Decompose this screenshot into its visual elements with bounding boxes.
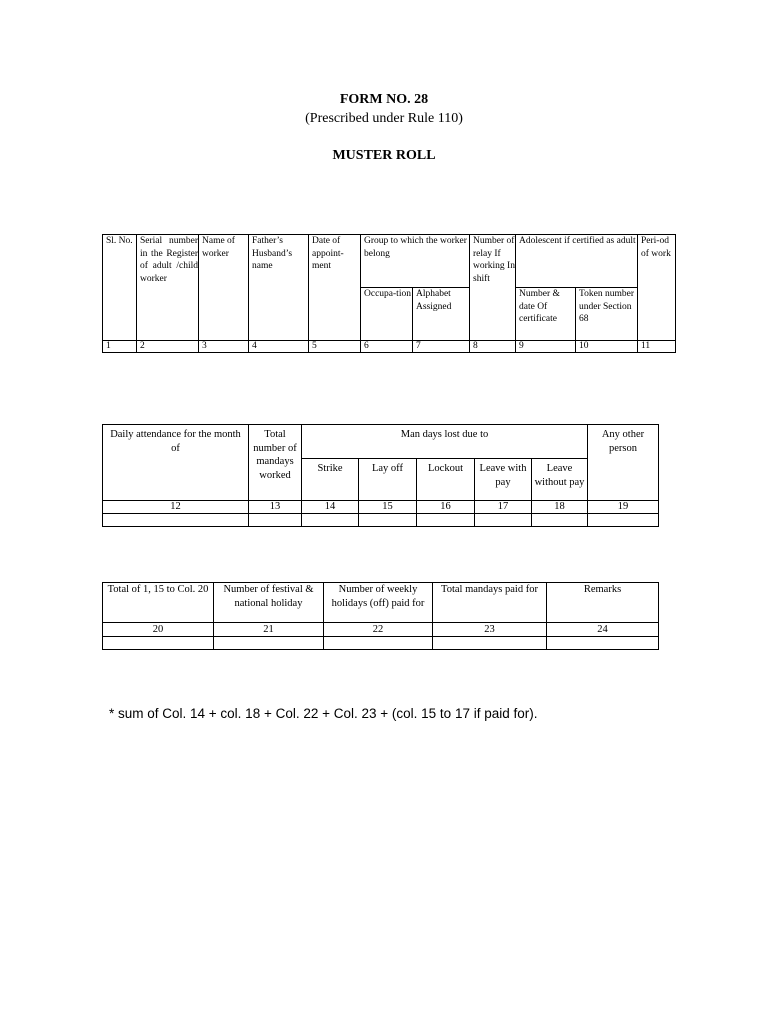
column-number: 16: [417, 501, 475, 514]
header-occupation: Occupa-tion: [361, 288, 413, 341]
form-number: FORM NO. 28: [339, 92, 429, 107]
empty-cell: [433, 637, 547, 650]
header-name-of-worker: Name of worker: [199, 235, 249, 341]
column-number: 14: [302, 501, 359, 514]
column-number: 3: [199, 341, 249, 353]
header-period-of-work: Peri-od of work: [638, 235, 676, 341]
muster-roll-table-2: [102, 424, 659, 527]
column-number: 21: [214, 623, 324, 637]
column-number: 24: [547, 623, 659, 637]
column-number: 20: [103, 623, 214, 637]
column-number: 12: [103, 501, 249, 514]
header-alphabet-assigned: Alphabet Assigned: [413, 288, 470, 341]
empty-cell: [417, 514, 475, 527]
column-number: 9: [516, 341, 576, 353]
header-group: Group to which the worker belong: [361, 235, 470, 288]
header-any-other-person: Any other person: [588, 425, 659, 501]
column-number: 2: [137, 341, 199, 353]
empty-cell: [103, 637, 214, 650]
empty-cell: [249, 514, 302, 527]
empty-cell: [359, 514, 417, 527]
muster-roll-table-1: [102, 234, 676, 353]
column-number: 6: [361, 341, 413, 353]
header-adolescent: Adolescent if certified as adult: [516, 235, 638, 288]
header-total-mandays-paid: Total mandays paid for: [433, 583, 547, 623]
footnote: * sum of Col. 14 + col. 18 + Col. 22 + Col. 23 + (col. 15 to 17 if paid for).: [109, 706, 538, 721]
column-number: 8: [470, 341, 516, 353]
column-number: 19: [588, 501, 659, 514]
header-man-days-lost: Man days lost due to: [302, 425, 588, 459]
column-number: 22: [324, 623, 433, 637]
column-number: 18: [532, 501, 588, 514]
header-total-of-columns: Total of 1, 15 to Col. 20: [103, 583, 214, 623]
muster-roll-table-3: [102, 582, 659, 650]
header-lockout: Lockout: [417, 459, 475, 501]
empty-cell: [214, 637, 324, 650]
header-festival-holidays: Number of festival & national holiday: [214, 583, 324, 623]
header-lay-off: Lay off: [359, 459, 417, 501]
column-number: 11: [638, 341, 676, 353]
header-date-of-appointment: Date of appoint-ment: [309, 235, 361, 341]
empty-cell: [547, 637, 659, 650]
empty-cell: [532, 514, 588, 527]
empty-cell: [302, 514, 359, 527]
column-number: 17: [475, 501, 532, 514]
empty-cell: [103, 514, 249, 527]
header-certificate-number: Number & date Of certificate: [516, 288, 576, 341]
header-leave-with-pay: Leave with pay: [475, 459, 532, 501]
header-number-of-relay: Number of relay If working In shift: [470, 235, 516, 341]
column-number: 10: [576, 341, 638, 353]
header-remarks: Remarks: [547, 583, 659, 623]
header-serial-number: Serial number in the Register of adult /child worker: [137, 235, 199, 341]
empty-cell: [324, 637, 433, 650]
document-title: MUSTER ROLL: [332, 148, 436, 163]
header-strike: Strike: [302, 459, 359, 501]
column-number: 7: [413, 341, 470, 353]
header-sl-no: Sl. No.: [103, 235, 137, 341]
header-leave-without-pay: Leave without pay: [532, 459, 588, 501]
empty-cell: [588, 514, 659, 527]
header-father-husband-name: Father’s Husband’s name: [249, 235, 309, 341]
column-number: 13: [249, 501, 302, 514]
rule-reference: (Prescribed under Rule 110): [305, 111, 463, 126]
empty-cell: [475, 514, 532, 527]
header-weekly-holidays: Number of weekly holidays (off) paid for: [324, 583, 433, 623]
column-number: 1: [103, 341, 137, 353]
column-number: 5: [309, 341, 361, 353]
column-number: 23: [433, 623, 547, 637]
column-number: 15: [359, 501, 417, 514]
header-total-mandays: Total number of mandays worked: [249, 425, 302, 501]
header-token-number: Token number under Section 68: [576, 288, 638, 341]
header-daily-attendance: Daily attendance for the month of: [103, 425, 249, 501]
column-number: 4: [249, 341, 309, 353]
